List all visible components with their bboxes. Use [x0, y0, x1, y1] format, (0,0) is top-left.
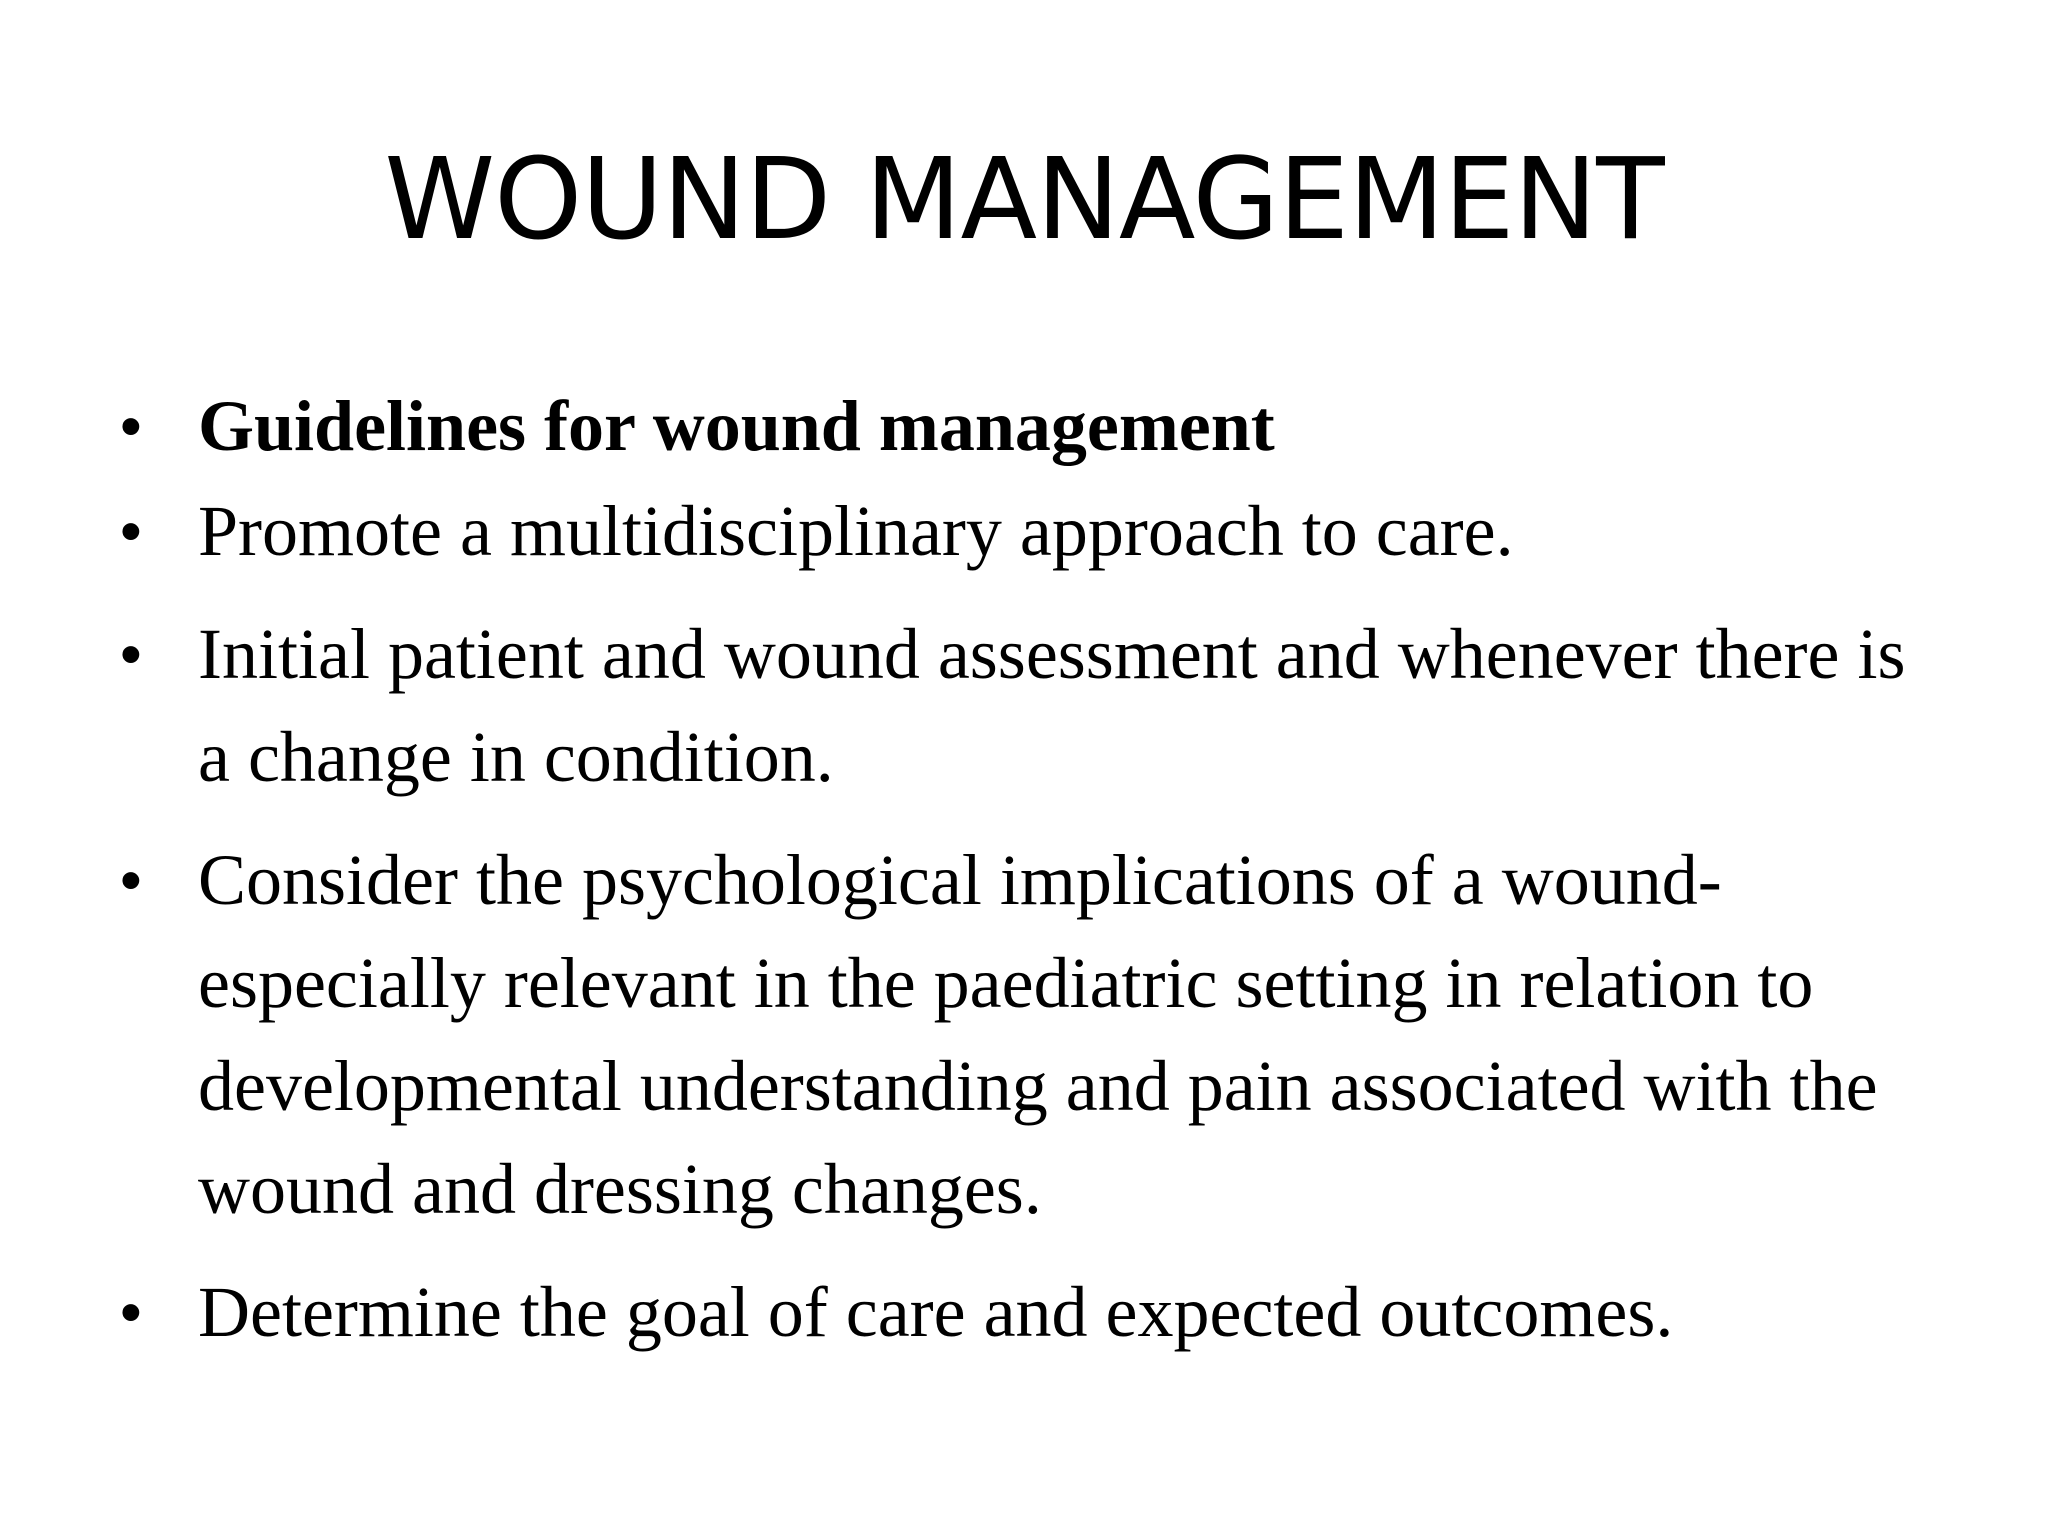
bullet-text: Initial patient and wound assessment and whenever there is a change in condition.: [198, 614, 1906, 797]
bullet-item: [120, 603, 1950, 809]
bullet-icon: •: [120, 1278, 142, 1347]
bullet-icon: •: [120, 392, 142, 461]
slide-title: WOUND MANAGEMENT: [384, 135, 1664, 265]
bullet-text: Promote a multidisciplinary approach to care.: [198, 491, 1514, 571]
bullet-text: Guidelines for wound management: [198, 386, 1275, 466]
bullet-icon: •: [120, 497, 142, 566]
bullet-item-heading: [120, 375, 1950, 478]
bullet-list: [120, 375, 1950, 1364]
bullet-icon: •: [120, 620, 142, 689]
bullet-text: Determine the goal of care and expected outcomes.: [198, 1272, 1674, 1352]
bullet-item: [120, 829, 1950, 1241]
bullet-item: [120, 480, 1950, 583]
bullet-text: Consider the psychological implications of a wound- especially relevant in the paediatric setting in relation to developmental understanding and pain associated with the wound and dressing changes.: [198, 840, 1878, 1229]
bullet-icon: •: [120, 846, 142, 915]
bullet-item: [120, 1261, 1950, 1364]
